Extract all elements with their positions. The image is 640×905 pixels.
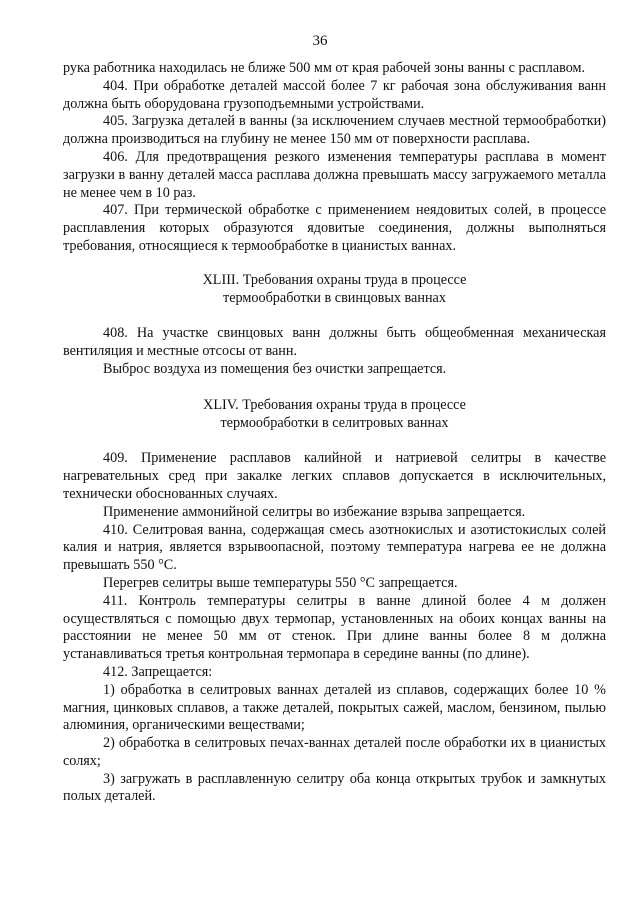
paragraph-408: 408. На участке свинцовых ванн должны быть общеобменная механическая вентиляция и местные отсосы от ванн.: [63, 325, 606, 360]
section-heading-xliv: [63, 397, 606, 433]
list-item-2: 2) обработка в селитровых печах-ваннах деталей после обработки их в цианистых солях;: [63, 735, 606, 769]
section-heading-line-1: XLIV. Требования охраны труда в процессе: [203, 396, 466, 413]
paragraph-404: 404. При обработке деталей массой более 7 кг рабочая зона обслуживания ванн должна быть оборудована грузоподъемными устройствами.: [63, 77, 606, 112]
section-heading-xliii: [63, 272, 606, 308]
list-item-1: 1) обработка в селитровых ваннах деталей из сплавов, содержащих более 10 % магния, цинковых сплавов, а также деталей, покрытых сажей, маслом, бензином, пылью алюминия, органическими веществами;: [63, 681, 606, 734]
paragraph-408-note: Выброс воздуха из помещения без очистки запрещается.: [103, 360, 447, 377]
paragraph-411: 411. Контроль температуры селитры в ванне длиной более 4 м должен осуществляться с помощью двух термопар, установленных на обоих концах ванны на расстоянии не менее 50 мм от стенок. При длине ванны более 8 м должна устанавливаться третья контрольная термопара в середине ванны (по длине).: [63, 592, 606, 663]
paragraph-407: 407. При термической обработке с применением неядовитых солей, в процессе расплавления которых образуются ядовитые соединения, должны выполняться требования, относящиеся к термообработке в цианистых ваннах.: [63, 202, 606, 254]
paragraph-409-note: Применение аммонийной селитры во избежание взрыва запрещается.: [103, 503, 526, 520]
section-heading-line-2: термообработки в свинцовых ваннах: [223, 289, 446, 306]
document-body: [63, 60, 606, 806]
paragraph-continuation: рука работника находилась не ближе 500 мм от края рабочей зоны ванны с расплавом.: [63, 60, 586, 76]
section-heading-line-1: XLIII. Требования охраны труда в процессе: [202, 271, 467, 288]
paragraph-412: 412. Запрещается:: [103, 663, 213, 680]
page-number: 36: [312, 33, 328, 49]
paragraph-409: 409. Применение расплавов калийной и натриевой селитры в качестве нагревательных сред при закалке легких сплавов допускается в исключительных, технически обоснованных случаях.: [63, 450, 606, 502]
section-heading-line-2: термообработки в селитровых ваннах: [220, 414, 449, 431]
list-item-3: 3) загружать в расплавленную селитру оба конца открытых трубок и замкнутых полых деталей.: [63, 770, 606, 805]
paragraph-410-note: Перегрев селитры выше температуры 550 °С запрещается.: [103, 574, 458, 591]
paragraph-405: 405. Загрузка деталей в ванны (за исключением случаев местной термообработки) должна производиться на глубину не менее 150 мм от поверхности расплава.: [63, 113, 606, 148]
paragraph-410: 410. Селитровая ванна, содержащая смесь азотнокислых и азотистокислых солей калия и натрия, является взрывоопасной, поэтому температура нагрева ее не должна превышать 550 °С.: [63, 521, 606, 574]
paragraph-406: 406. Для предотвращения резкого изменения температуры расплава в момент загрузки в ванну деталей масса расплава должна превышать массу загружаемого металла не менее чем в 10 раз.: [63, 148, 606, 201]
